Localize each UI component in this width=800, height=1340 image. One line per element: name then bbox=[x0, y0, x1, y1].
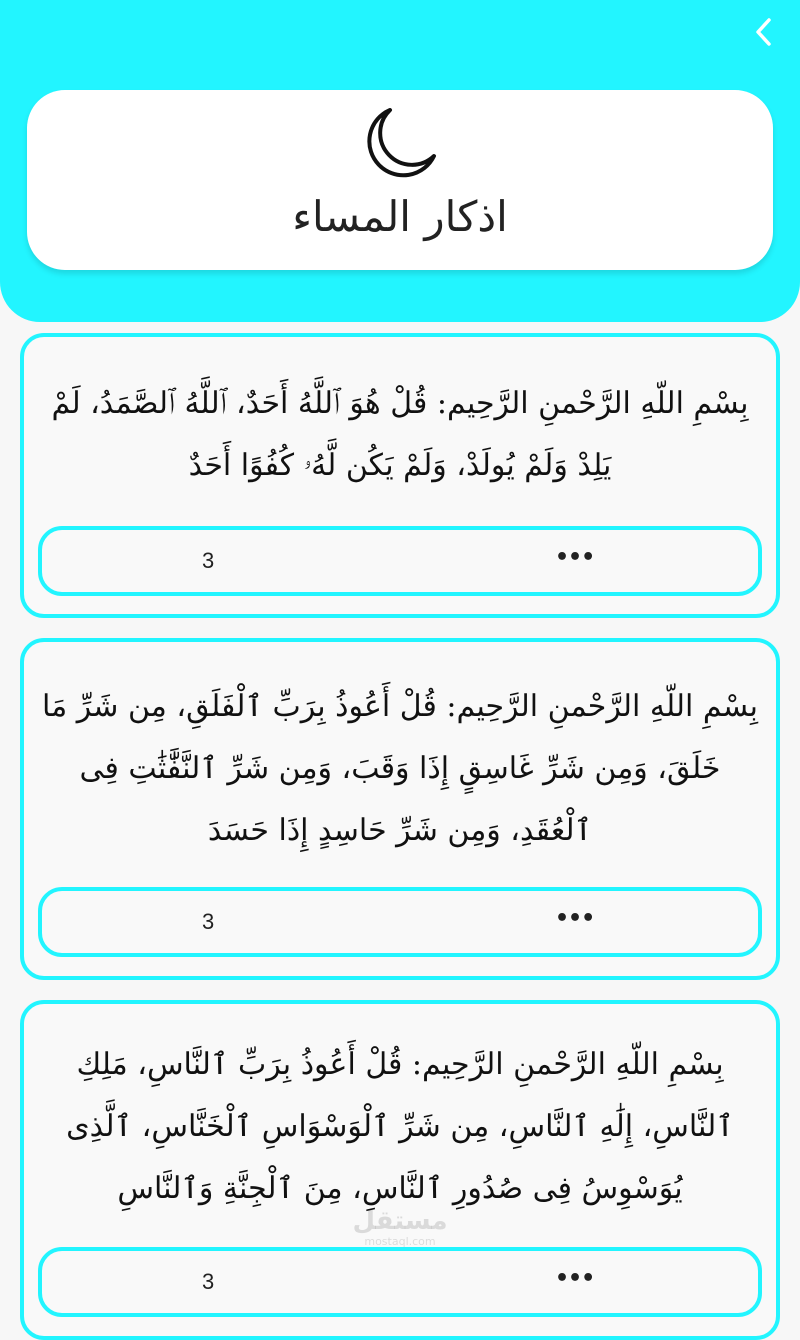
dhikr-text: بِسْمِ اللّهِ الرَّحْمنِ الرَّحِيم: قُلْ هُوَ ٱللَّهُ أَحَدٌ، ٱللَّهُ ٱلصَّمَدُ، لَمْ يَلِدْ وَلَمْ يُولَدْ، وَلَمْ يَكُن لَّهُۥ كُفُوًا أَحَدٌ bbox=[51, 386, 749, 483]
dhikr-card bbox=[20, 638, 780, 980]
dhikr-card bbox=[20, 333, 780, 618]
page-title: اذكار المساء bbox=[292, 192, 508, 241]
more-icon[interactable]: ••• bbox=[555, 1266, 595, 1291]
counter-button[interactable] bbox=[38, 526, 762, 596]
dhikr-card bbox=[20, 1000, 780, 1340]
header bbox=[0, 0, 800, 322]
counter-button[interactable] bbox=[38, 887, 762, 957]
watermark-latin: mostaql.com bbox=[364, 1235, 436, 1248]
more-icon[interactable]: ••• bbox=[555, 906, 595, 931]
repeat-count: 3 bbox=[202, 548, 215, 573]
repeat-count: 3 bbox=[202, 1269, 215, 1294]
watermark bbox=[345, 1206, 455, 1248]
dhikr-text: بِسْمِ اللّهِ الرَّحْمنِ الرَّحِيم: قُلْ أَعُوذُ بِرَبِّ ٱلْفَلَقِ، مِن شَرِّ مَا خَلَقَ، وَمِن شَرِّ غَاسِقٍ إِذَا وَقَبَ، وَمِن شَرِّ ٱلنَّفَّٰثَٰتِ فِى ٱلْعُقَدِ، وَمِن شَرِّ حَاسِدٍ إِذَا حَسَدَ bbox=[41, 689, 758, 848]
title-card bbox=[27, 90, 773, 270]
repeat-count: 3 bbox=[202, 909, 215, 934]
counter-button[interactable] bbox=[38, 1247, 762, 1317]
back-button[interactable] bbox=[746, 14, 782, 50]
crescent-moon-icon bbox=[360, 104, 440, 184]
dhikr-text: بِسْمِ اللّهِ الرَّحْمنِ الرَّحِيم: قُلْ أَعُوذُ بِرَبِّ ٱلنَّاسِ، مَلِكِ ٱلنَّاسِ، إِلَٰهِ ٱلنَّاسِ، مِن شَرِّ ٱلْوَسْوَاسِ ٱلْخَنَّاسِ، ٱلَّذِى يُوَسْوِسُ فِى صُدُورِ ٱلنَّاسِ، مِنَ ٱلْجِنَّةِ وَٱلنَّاسِ bbox=[66, 1047, 734, 1206]
more-icon[interactable]: ••• bbox=[555, 545, 595, 570]
chevron-left-icon bbox=[753, 15, 775, 49]
watermark-arabic: مستقل bbox=[352, 1206, 448, 1236]
